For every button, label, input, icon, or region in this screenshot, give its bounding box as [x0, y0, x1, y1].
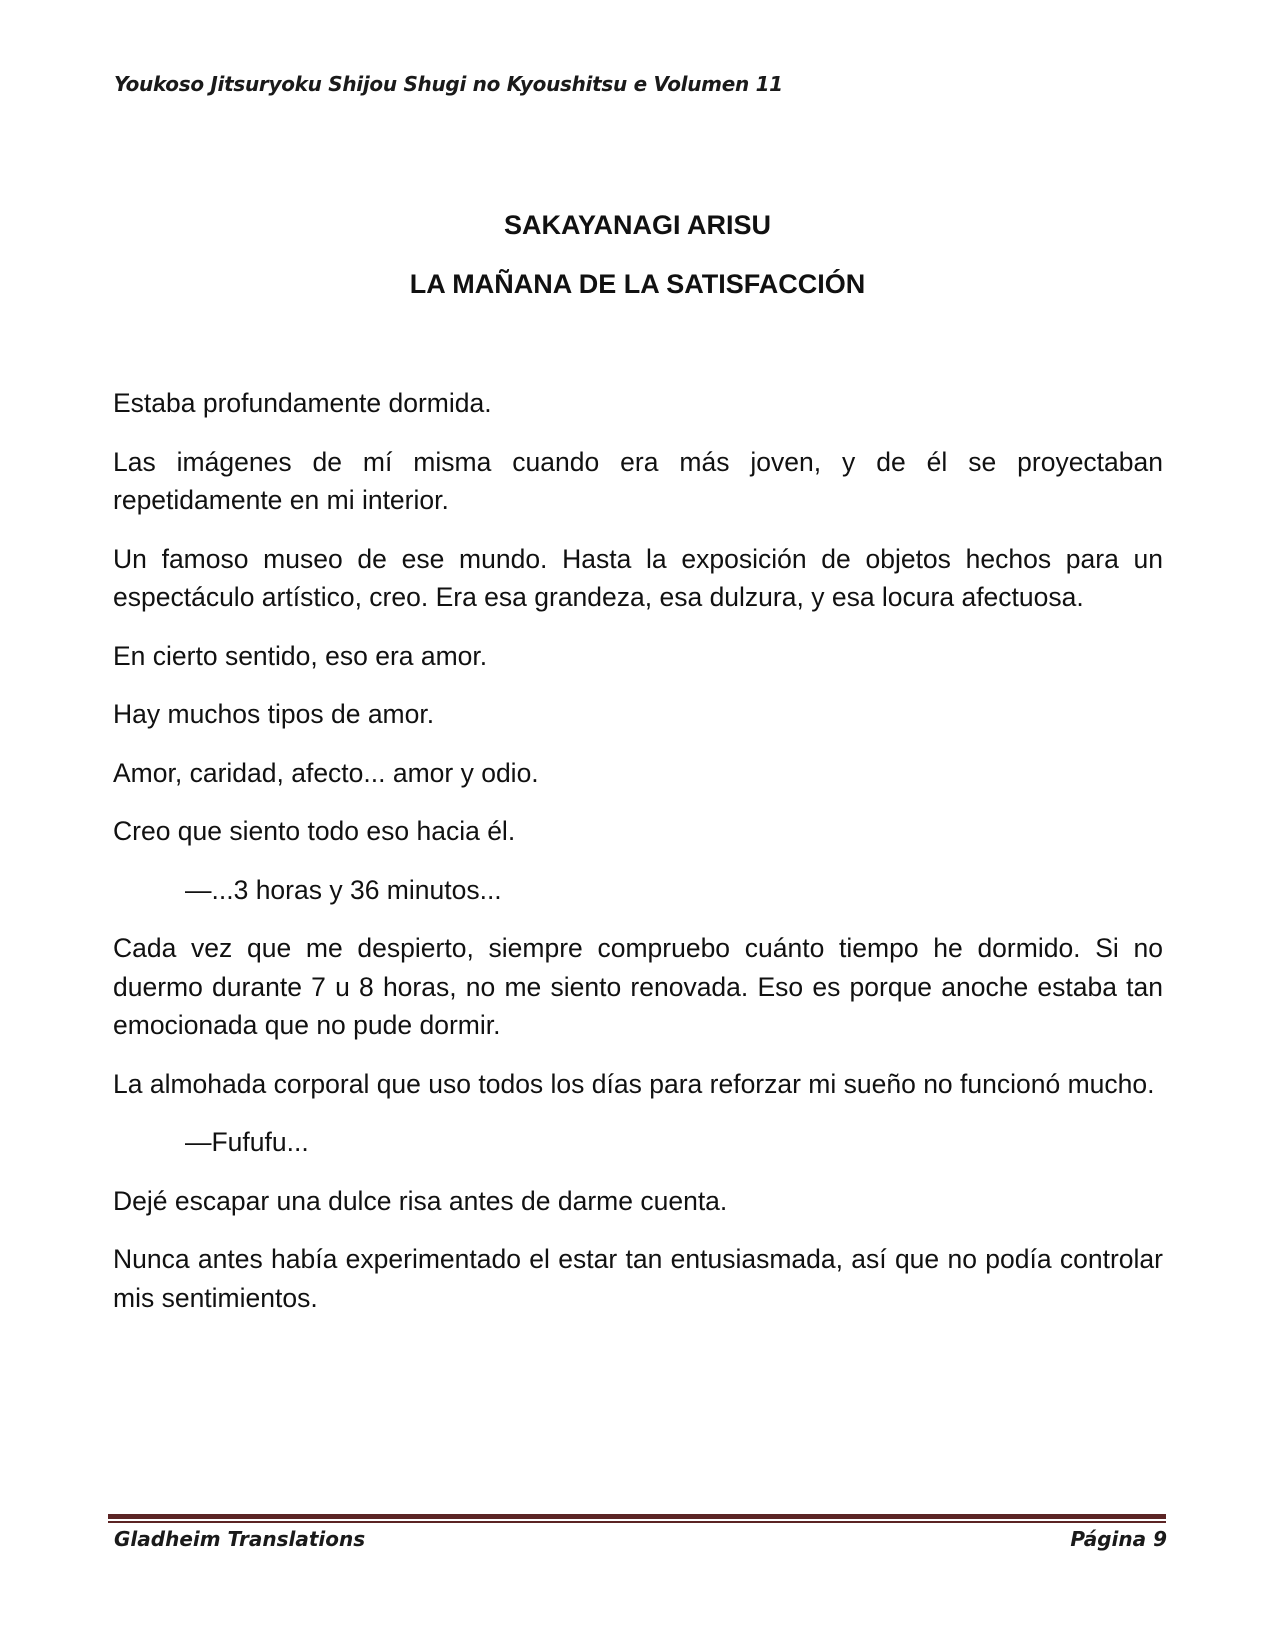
paragraph: Amor, caridad, afecto... amor y odio.	[113, 757, 539, 788]
dialogue-line: —...3 horas y 36 minutos...	[185, 874, 502, 905]
paragraph: Nunca antes había experimentado el estar tan entusiasmada, así que no podía controlar mis sentimientos.	[113, 1244, 1163, 1313]
running-header: Youkoso Jitsuryoku Shijou Shugi no Kyoushitsu e Volumen 11	[114, 72, 783, 96]
dialogue-line: —Fufufu...	[185, 1127, 309, 1157]
paragraph: La almohada corporal que uso todos los días para reforzar mi sueño no funcionó mucho.	[113, 1068, 1155, 1099]
paragraph: Hay muchos tipos de amor.	[113, 699, 435, 729]
paragraph: Creo que siento todo eso hacia él.	[113, 816, 516, 846]
paragraph: Cada vez que me despierto, siempre compruebo cuánto tiempo he dormido. Si no duermo durante 7 u 8 horas, no me siento renovada. Eso es porque anoche estaba tan emocionada que no pude dormir.	[113, 933, 1163, 1040]
body-text	[113, 384, 1163, 1337]
chapter-title-name: SAKAYANAGI ARISU	[503, 210, 772, 240]
chapter-title-subtitle: LA MAÑANA DE LA SATISFACCIÓN	[409, 269, 866, 299]
paragraph: Las imágenes de mí misma cuando era más joven, y de él se proyectaban repetidamente en mi interior.	[113, 446, 1163, 515]
footer-translator-credit: Gladheim Translations	[114, 1527, 366, 1551]
footer-page-number: Página 9	[1070, 1527, 1167, 1551]
paragraph: Un famoso museo de ese mundo. Hasta la exposición de objetos hechos para un espectáculo artístico, creo. Era esa grandeza, esa dulzura, y esa locura afectuosa.	[113, 543, 1163, 612]
paragraph: En cierto sentido, eso era amor.	[113, 640, 488, 671]
footer-divider-thin	[108, 1521, 1166, 1523]
paragraph: Estaba profundamente dormida.	[113, 388, 492, 418]
paragraph: Dejé escapar una dulce risa antes de darme cuenta.	[113, 1185, 728, 1216]
footer-divider-thick	[108, 1514, 1166, 1519]
footer-divider	[108, 1514, 1166, 1524]
